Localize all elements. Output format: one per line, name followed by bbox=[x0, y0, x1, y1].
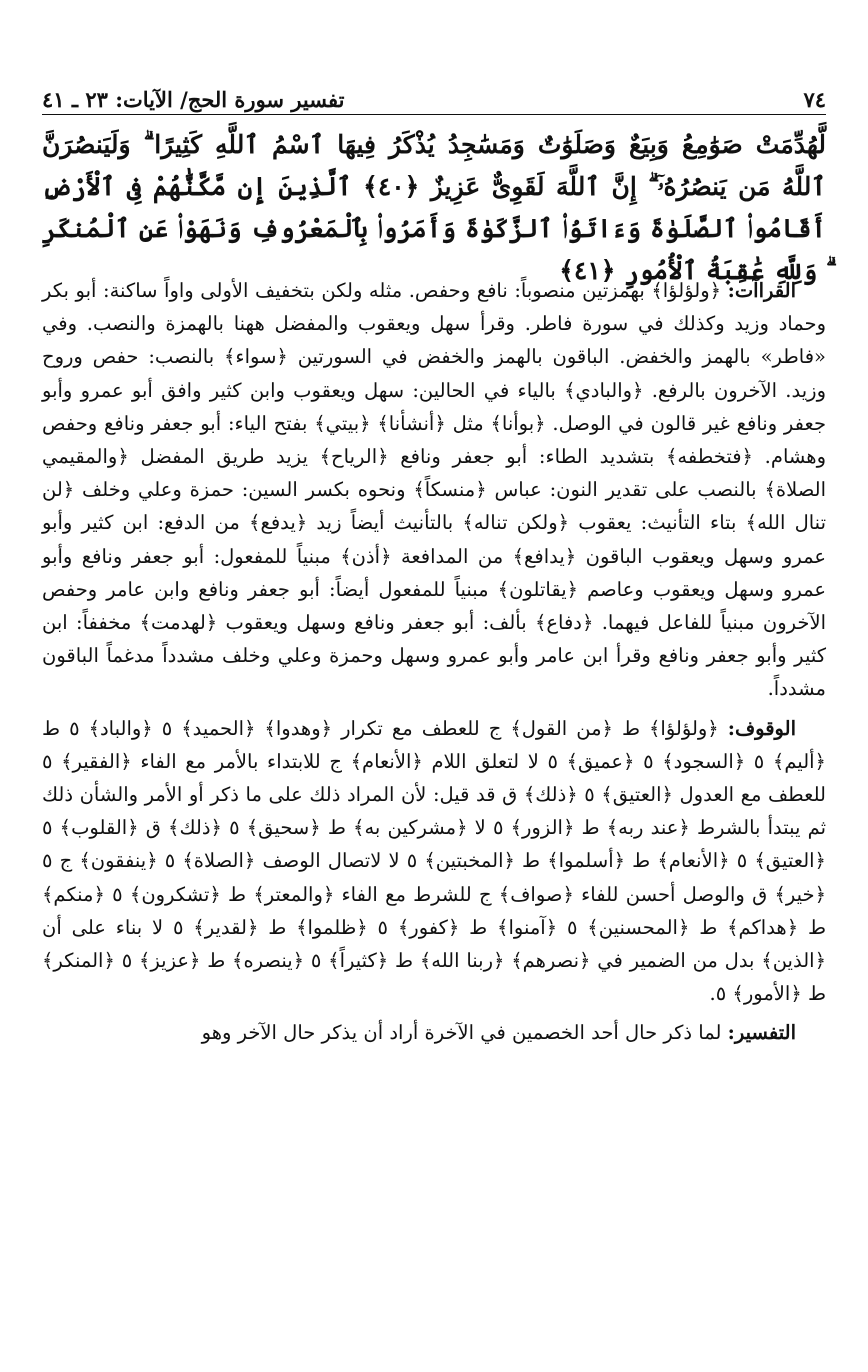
verses-text: لَّهُدِّمَتْ صَوَٰمِعُ وَبِيَعٌ وَصَلَوَٰتٌ وَمَسَٰجِدُ يُذْكَرُ فِيهَا ٱسْمُ ٱللَّهِ كَثِيرًا ۗ وَلَيَنصُرَنَّ ٱللَّهُ مَن يَنصُرُهُۥٓ ۗ إِنَّ ٱللَّهَ لَقَوِىٌّ عَزِيزٌ ﴿٤٠﴾ ٱلَّذِينَ إِن مَّكَّنَّٰهُمْ فِى ٱلْأَرْضِ أَقَامُوا۟ ٱلصَّلَوٰةَ وَءَاتَوُا۟ ٱلزَّكَوٰةَ وَأَمَرُوا۟ بِٱلْمَعْرُوفِ وَنَهَوْا۟ عَنِ ٱلْمُنكَرِ ۗ وَلِلَّهِ عَٰقِبَةُ ٱلْأُمُورِ ﴿٤١﴾ bbox=[42, 130, 826, 285]
page-header bbox=[42, 84, 826, 115]
running-title: تفسير سورة الحج/ الآيات: ٢٣ ـ ٤١ bbox=[42, 87, 345, 112]
tafsir-paragraph bbox=[42, 1016, 826, 1049]
tafsir-text: لما ذكر حال أحد الخصمين في الآخرة أراد أن يذكر حال الآخر وهو bbox=[201, 1021, 728, 1045]
tafsir-heading: التفسير: bbox=[727, 1021, 796, 1045]
wuquf-text: ﴿ولؤلؤا﴾ ط ﴿من القول﴾ ج للعطف مع تكرار ﴿وهدوا﴾ ﴿الحميد﴾ ٥ ﴿والباد﴾ ٥ ط ﴿أليم﴾ ٥ ﴿السجود﴾ ٥ ﴿عميق﴾ ٥ لا لتعلق اللام ﴿الأنعام﴾ ج للابتداء بالأمر مع الفاء ﴿الفقير﴾ ٥ للعطف مع العدول ﴿العتيق﴾ ٥ ﴿ذلك﴾ ق قد قيل: لأن المراد ذلك على ما ذكر أو الأمر والشأن ذلك ثم يبتدأ بالشرط ﴿عند ربه﴾ ط ﴿الزور﴾ ٥ لا ﴿مشركين به﴾ ط ﴿سحيق﴾ ٥ ﴿ذلك﴾ ق ﴿القلوب﴾ ٥ ﴿العتيق﴾ ٥ ﴿الأنعام﴾ ط ﴿أسلموا﴾ ط ﴿المخبتين﴾ ٥ لا لاتصال الوصف ﴿الصلاة﴾ ٥ ﴿ينفقون﴾ ج ٥ ﴿خير﴾ ق والوصل أحسن للفاء ﴿صواف﴾ ج للشرط مع الفاء ﴿والمعتر﴾ ط ﴿تشكرون﴾ ٥ ﴿منكم﴾ ط ﴿هداكم﴾ ط ﴿المحسنين﴾ ٥ ﴿آمنوا﴾ ط ﴿كفور﴾ ٥ ﴿ظلموا﴾ ط ﴿لقدير﴾ ٥ لا بناء على أن ﴿الذين﴾ بدل من الضمير في ﴿نصرهم﴾ ﴿ربنا الله﴾ ط ﴿كثيراً﴾ ٥ ﴿ينصره﴾ ط ﴿عزيز﴾ ٥ ﴿المنكر﴾ ط ﴿الأمور﴾ ٥. bbox=[42, 716, 827, 1006]
wuquf-paragraph bbox=[42, 712, 826, 1011]
qiraat-paragraph bbox=[42, 274, 826, 706]
qiraat-text: ﴿ولؤلؤا﴾ بهمزتين منصوباً: نافع وحفص. مثله ولكن بتخفيف الأولى واواً ساكنة: أبو بكر وحماد وزيد وكذلك في سورة فاطر. وقرأ سهل ويعقوب والمفضل ههنا بالهمزة والنصب. وفي «فاطر» بالهمز والخفض. الباقون بالهمز والخفض في السورتين ﴿سواء﴾ بالنصب: حفص وروح وزيد. الآخرون بالرفع. ﴿والبادي﴾ بالياء في الحالين: سهل ويعقوب وابن كثير وافق أبو عمرو وأبو جعفر ونافع غير قالون في الوصل. ﴿بوأنا﴾ مثل ﴿أنشأنا﴾ ﴿بيتي﴾ بفتح الياء: أبو جعفر ونافع وحفص وهشام. ﴿فتخطفه﴾ بتشديد الطاء: أبو جعفر ونافع ﴿الرياح﴾ يزيد طريق المفضل ﴿والمقيمي الصلاة﴾ بالنصب على تقدير النون: عباس ﴿منسكاً﴾ ونحوه بكسر السين: حمزة وعلي وخلف ﴿لن تنال الله﴾ بتاء التأنيث: يعقوب ﴿ولكن تناله﴾ بالتأنيث أيضاً زيد ﴿يدفع﴾ من الدفع: ابن كثير وأبو عمرو وسهل ويعقوب الباقون ﴿يدافع﴾ من المدافعة ﴿أذن﴾ مبنياً للمفعول: أبو جعفر ونافع وأبو عمرو وسهل ويعقوب وعاصم ﴿يقاتلون﴾ مبنياً للمفعول أيضاً: أبو جعفر ونافع وابن عامر وحفص الآخرون مبنياً للفاعل فيهما. ﴿دفاع﴾ بألف: أبو جعفر ونافع وسهل ويعقوب ﴿لهدمت﴾ مخففاً: ابن كثير وأبو جعفر ونافع وقرأ ابن عامر وأبو عمرو وسهل وحمزة وعلي وخلف مشدداً مدغماً الباقون مشدداً. bbox=[42, 279, 826, 701]
commentary-body bbox=[42, 274, 826, 1050]
wuquf-heading: الوقوف: bbox=[727, 716, 796, 740]
page-number: ٧٤ bbox=[803, 87, 826, 112]
qiraat-heading: القراآت: bbox=[727, 279, 796, 302]
quran-verses bbox=[42, 124, 826, 292]
